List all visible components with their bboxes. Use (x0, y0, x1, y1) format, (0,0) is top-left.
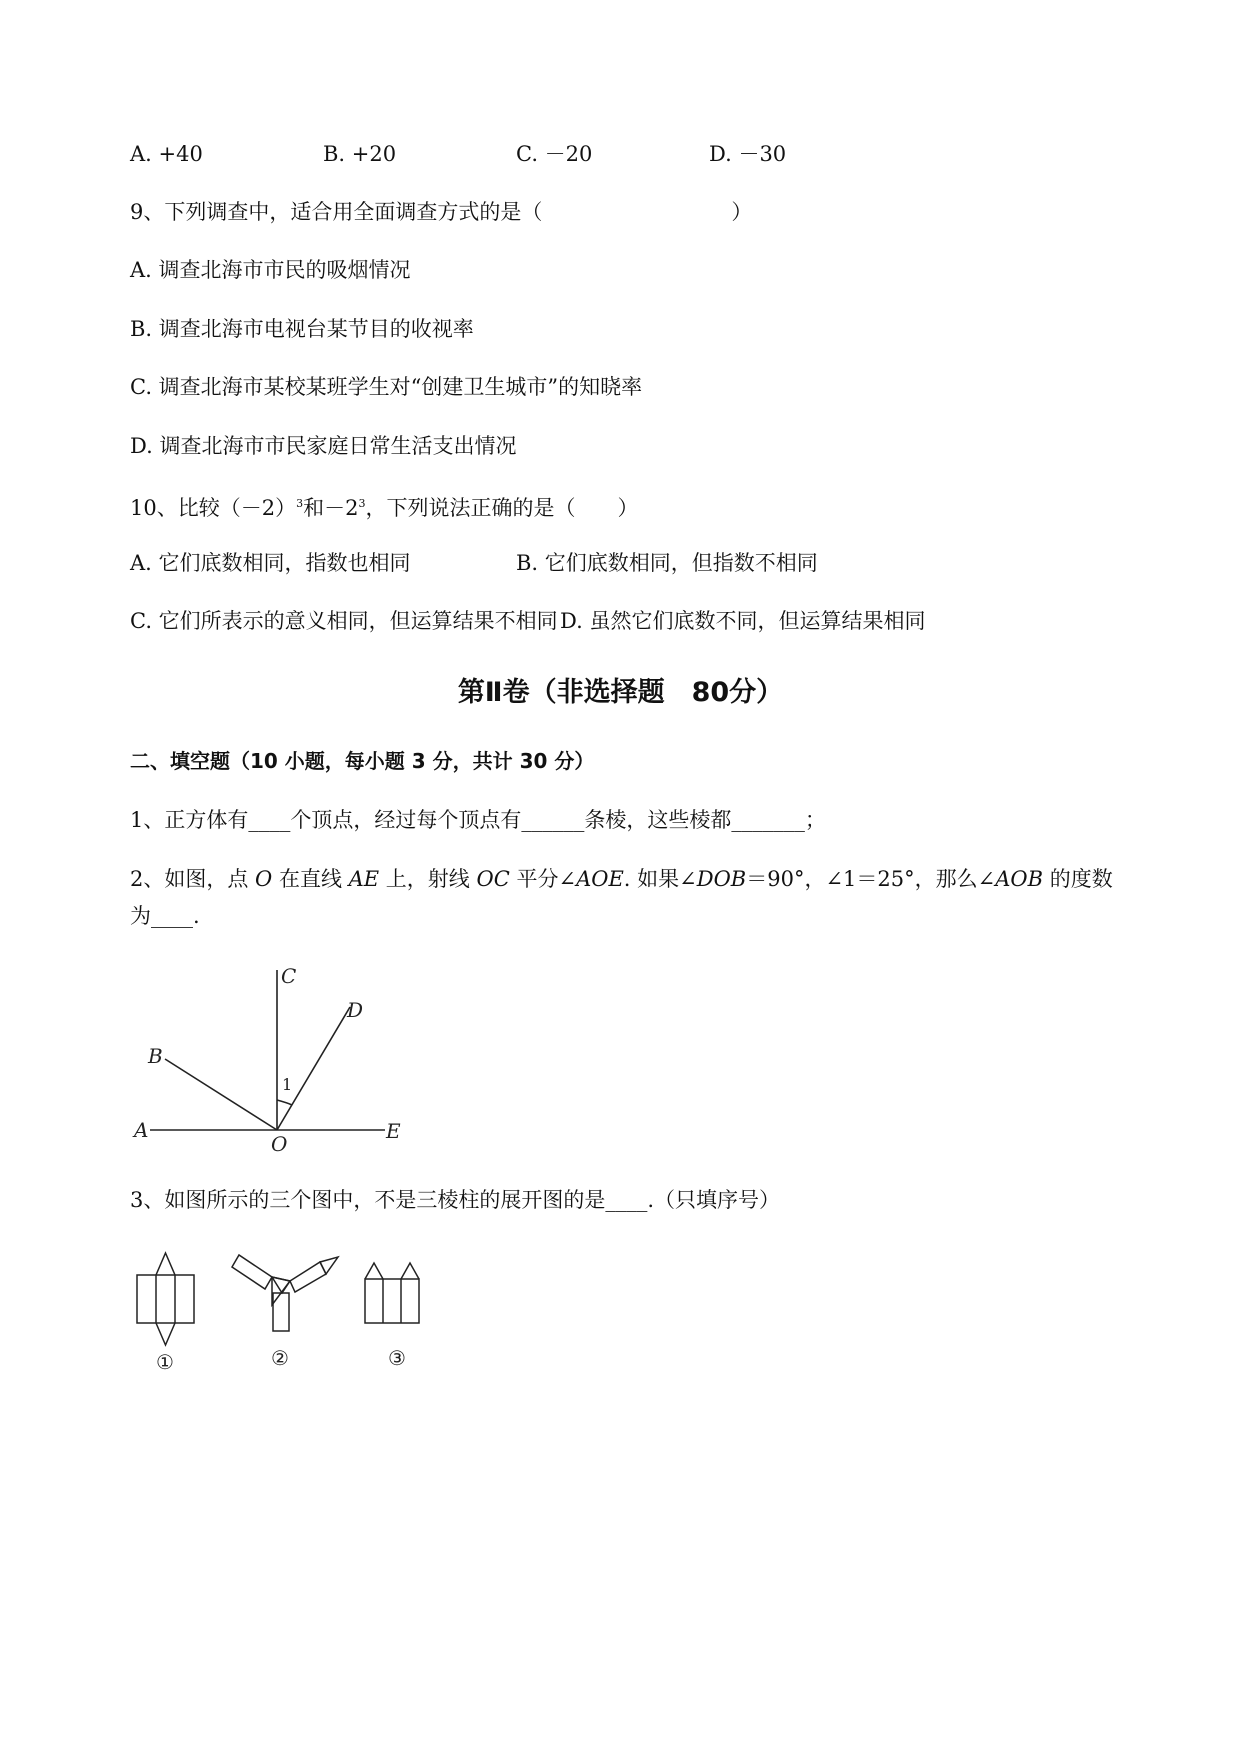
label-o: O (271, 1132, 288, 1155)
label-a: A (134, 1118, 149, 1142)
q10-option-c: C. 它们所表示的意义相同，但运算结果不相同 (130, 609, 558, 633)
section-title: 第Ⅱ卷（非选择题 80分） (457, 677, 784, 708)
label-e: E (386, 1119, 401, 1143)
q10-option-a: A. 它们底数相同，指数也相同 (130, 551, 411, 575)
q9-option-c: C. 调查北海市某校某班学生对“创建卫生城市”的知晓率 (130, 375, 643, 399)
ray-od (277, 1007, 350, 1130)
fill-question-2-line2: 为____. (130, 904, 200, 928)
prism-nets-figure (130, 1245, 440, 1385)
label-angle-1: 1 (282, 1075, 293, 1094)
q10-stem: 10、比较$(-2)^3$和$-2^3$，下列说法正确的是（ ） (130, 496, 639, 520)
q9-option-b: B. 调查北海市电视台某节目的收视率 (130, 317, 474, 341)
net-2 (232, 1255, 338, 1331)
net-label-3: ③ (388, 1346, 406, 1370)
label-b: B (148, 1044, 163, 1068)
label-d: D (347, 998, 364, 1022)
q10-option-d: D. 虽然它们底数不同，但运算结果相同 (560, 609, 926, 633)
fill-question-3: 3、如图所示的三个图中，不是三棱柱的展开图的是____.（只填序号） (130, 1188, 781, 1212)
angle-1-arc (277, 1100, 292, 1105)
q9-option-d: D. 调查北海市市民家庭日常生活支出情况 (130, 434, 517, 458)
fill-question-2-line1: 2、如图，点 O 在直线 AE 上，射线 OC 平分∠AOE. 如果∠DOB＝90°，∠1＝25°，那么∠AOB 的度数 (130, 867, 1113, 891)
q8-option-d: D. －30 (709, 142, 787, 166)
net-1 (137, 1253, 194, 1345)
net-label-2: ② (271, 1346, 289, 1370)
q9-option-a: A. 调查北海市市民的吸烟情况 (130, 258, 411, 282)
label-c: C (281, 964, 297, 988)
q8-option-c: C. －20 (516, 142, 593, 166)
angle-figure (130, 955, 420, 1155)
q10-option-b: B. 它们底数相同，但指数不相同 (516, 551, 818, 575)
q8-option-b: B. +20 (323, 142, 397, 166)
q9-stem: 9、下列调查中，适合用全面调查方式的是（ ） (130, 200, 753, 224)
net-label-1: ① (156, 1350, 174, 1374)
net-3 (365, 1263, 419, 1323)
ray-ob (165, 1059, 277, 1130)
section-subtitle: 二、填空题（10 小题，每小题 3 分，共计 30 分） (130, 749, 595, 773)
fill-question-1: 1、正方体有____个顶点，经过每个顶点有______条棱，这些棱都_______； (130, 808, 826, 832)
q8-option-a: A. +40 (130, 142, 203, 166)
